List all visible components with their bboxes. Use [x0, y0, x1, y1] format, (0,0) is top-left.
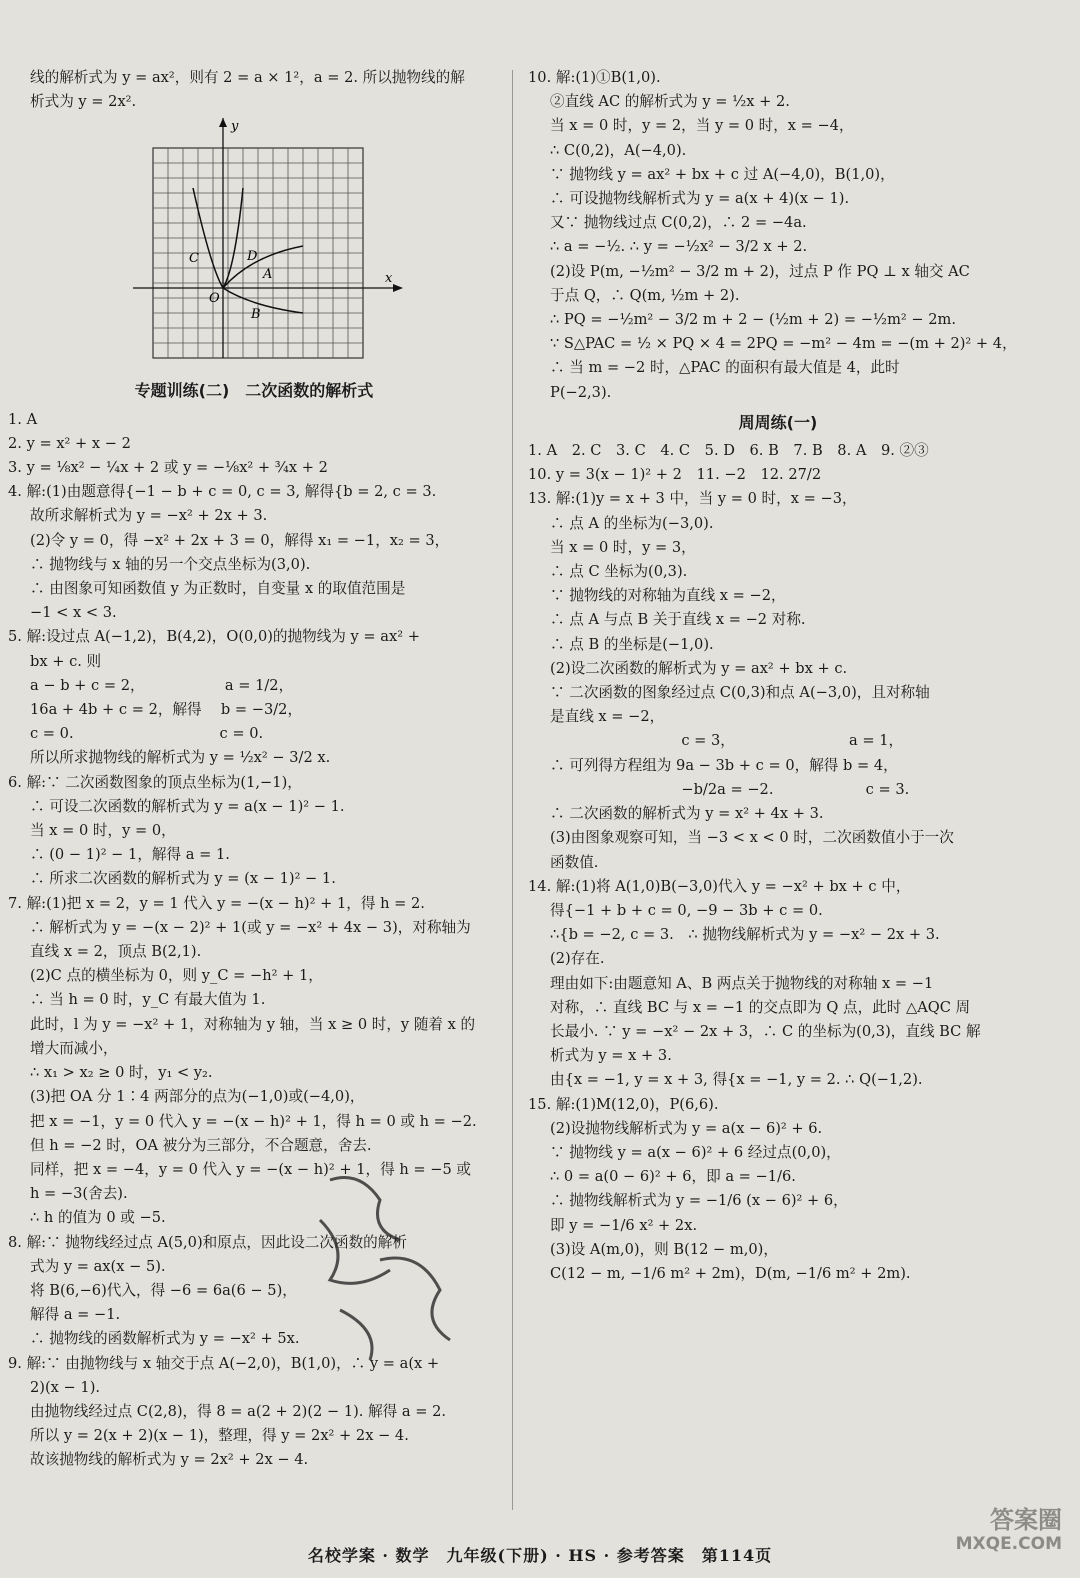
text-line: 长最小. ∵ y = −x² − 2x + 3，∴ C 的坐标为(0,3)，直线 BC 解 — [550, 1022, 981, 1040]
text-line: 式为 y = ax(x − 5). — [30, 1257, 166, 1275]
curve-d-label: D — [247, 249, 258, 265]
text-line: ∴ 可设抛物线解析式为 y = a(x + 4)(x − 1). — [550, 190, 850, 208]
text-line: c = 0. c = 0. — [30, 725, 264, 743]
text-line: (2)设二次函数的解析式为 y = ax² + bx + c. — [550, 659, 848, 677]
text-line: 但 h = −2 时，OA 被分为三部分，不合题意，舍去. — [30, 1136, 372, 1154]
text-line: ∴ x₁ > x₂ ≥ 0 时，y₁ < y₂. — [30, 1064, 213, 1082]
text-line: 10. y = 3(x − 1)² + 2 11. −2 12. 27/2 — [528, 466, 822, 484]
text-line: ∴ 由图象可知函数值 y 为正数时，自变量 x 的取值范围是 — [30, 580, 406, 598]
text-line: 函数值. — [550, 853, 599, 871]
watermark-text: 答案圈 — [990, 1506, 1062, 1534]
parabola-graph — [123, 118, 408, 373]
text-line: ∴ h 的值为 0 或 −5. — [30, 1209, 166, 1227]
text-line: ∴ 点 B 的坐标是(−1,0). — [550, 635, 714, 653]
text-line: (2)设 P(m, −½m² − 3/2 m + 2)，过点 P 作 PQ ⊥ x 轴交 AC — [550, 262, 970, 280]
text-line: (2)存在. — [550, 950, 605, 968]
text-line: ∵ 抛物线 y = a(x − 6)² + 6 经过点(0,0)， — [550, 1143, 841, 1161]
text-line: (2)C 点的横坐标为 0，则 y_C = −h² + 1， — [30, 967, 323, 985]
text-line: 是直线 x = −2， — [550, 708, 665, 726]
answer-list — [528, 439, 1028, 1286]
x-axis-label: x — [385, 271, 393, 287]
curve-a-label: A — [263, 267, 273, 283]
text-line: ∴ 当 h = 0 时，y_C 有最大值为 1. — [30, 991, 266, 1009]
section-title: 周周练(一) — [738, 412, 818, 432]
section-title: 专题训练(二) 二次函数的解析式 — [134, 381, 374, 401]
text-line: 故该抛物线的解析式为 y = 2x² + 2x − 4. — [30, 1451, 309, 1469]
text-line: 直线 x = 2，顶点 B(2,1). — [30, 943, 202, 961]
text-line: (2)令 y = 0，得 −x² + 2x + 3 = 0，解得 x₁ = −1，x₂ = 3， — [30, 531, 450, 549]
text-line: 3. y = ⅛x² − ¼x + 2 或 y = −⅛x² + ¾x + 2 — [8, 459, 328, 477]
text-line: ∴ 二次函数的解析式为 y = x² + 4x + 3. — [550, 805, 824, 823]
text-line: −1 < x < 3. — [30, 604, 117, 622]
text-line: 1. A — [8, 410, 38, 428]
text-line: ∴ 点 A 与点 B 关于直线 x = −2 对称. — [550, 611, 806, 629]
text-line: c = 3， a = 1， — [550, 732, 904, 750]
text-line: 把 x = −1，y = 0 代入 y = −(x − h)² + 1，得 h = 0 或 h = −2. — [30, 1112, 477, 1130]
text-line: ∴{b = −2, c = 3. ∴ 抛物线解析式为 y = −x² − 2x + 3. — [550, 926, 940, 944]
text-line: (2)设抛物线解析式为 y = a(x − 6)² + 6. — [550, 1119, 823, 1137]
text-line: 增大而减小， — [30, 1039, 118, 1057]
text-line: 析式为 y = 2x². — [30, 93, 137, 111]
text-line: ∵ 二次函数的图象经过点 C(0,3)和点 A(−3,0)，且对称轴 — [550, 684, 930, 702]
text-line: ∵ 抛物线的对称轴为直线 x = −2， — [550, 587, 786, 605]
text-line: 15. 解:(1)M(12,0)，P(6,6). — [528, 1095, 719, 1113]
text-line: ∴ 所求二次函数的解析式为 y = (x − 1)² − 1. — [30, 870, 336, 888]
graph-svg — [123, 118, 408, 373]
text-line: 所以 y = 2(x + 2)(x − 1)，整理，得 y = 2x² + 2x − 4. — [30, 1427, 409, 1445]
text-line: ∴ 0 = a(0 − 6)² + 6，即 a = −1/6. — [550, 1168, 796, 1186]
text-line: 理由如下:由题意知 A、B 两点关于抛物线的对称轴 x = −1 — [550, 974, 934, 992]
text-line: 16a + 4b + c = 2，解得 b = −3/2， — [30, 701, 303, 719]
curve-b-label: B — [251, 307, 261, 323]
text-line: a − b + c = 2， a = 1/2， — [30, 676, 294, 694]
text-line: 13. 解:(1)y = x + 3 中，当 y = 0 时，x = −3， — [528, 490, 857, 508]
watermark-url: MXQE.COM — [955, 1534, 1062, 1554]
text-line: 又∵ 抛物线过点 C(0,2)，∴ 2 = −4a. — [550, 214, 807, 232]
y-axis-label: y — [231, 119, 239, 135]
text-line: (3)由图象观察可知，当 −3 < x < 0 时，二次函数值小于一次 — [550, 829, 954, 847]
text-line: 由{x = −1, y = x + 3, 得{x = −1, y = 2. ∴ Q(−1,2). — [550, 1071, 923, 1089]
text-line: 解得 a = −1. — [30, 1306, 121, 1324]
text-line: 10. 解:(1)①B(1,0). — [528, 69, 661, 86]
right-column — [528, 66, 1028, 1286]
text-line: ∴ 点 C 坐标为(0,3). — [550, 563, 688, 581]
column-divider — [512, 70, 513, 1510]
text-line: 7. 解:(1)把 x = 2，y = 1 代入 y = −(x − h)² + 1，得 h = 2. — [8, 894, 425, 912]
handwritten-stamp — [300, 1160, 470, 1370]
text-line: 14. 解:(1)将 A(1,0)B(−3,0)代入 y = −x² + bx + c 中， — [528, 877, 911, 895]
text-line: 故所求解析式为 y = −x² + 2x + 3. — [30, 507, 268, 525]
text-line: 即 y = −1/6 x² + 2x. — [550, 1216, 698, 1234]
text-line: 当 x = 0 时，y = 3， — [550, 538, 696, 556]
text-line: 1. A 2. C 3. C 4. C 5. D 6. B 7. B 8. A 9. ②③ — [528, 442, 929, 460]
text-line: ∵ S△PAC = ½ × PQ × 4 = 2PQ = −m² − 4m = −(m + 2)² + 4， — [550, 335, 1017, 353]
text-line: 2. y = x² + x − 2 — [8, 434, 131, 452]
text-line: 所以所求抛物线的解析式为 y = ½x² − 3/2 x. — [30, 749, 331, 767]
text-line: 由抛物线经过点 C(2,8)，得 8 = a(2 + 2)(2 − 1). 解得 a = 2. — [30, 1402, 447, 1420]
text-line: ∴ 抛物线与 x 轴的另一个交点坐标为(3,0). — [30, 555, 311, 573]
answer-list — [528, 66, 1028, 405]
text-line: ∴ 当 m = −2 时，△PAC 的面积有最大值是 4，此时 — [550, 359, 900, 377]
text-line: 对称，∴ 直线 BC 与 x = −1 的交点即为 Q 点，此时 △AQC 周 — [550, 998, 971, 1016]
text-line: ∴ C(0,2)，A(−4,0). — [550, 141, 687, 159]
text-line: 析式为 y = x + 3. — [550, 1047, 672, 1065]
text-line: 8. 解:∵ 抛物线经过点 A(5,0)和原点，因此设二次函数的解析 — [8, 1233, 407, 1251]
text-line: 当 x = 0 时，y = 0， — [30, 822, 176, 840]
text-line: 6. 解:∵ 二次函数图象的顶点坐标为(1,−1)， — [8, 773, 302, 791]
text-line: C(12 − m, −1/6 m² + 2m)，D(m, −1/6 m² + 2m). — [550, 1264, 911, 1282]
text-line: 此时，l 为 y = −x² + 1，对称轴为 y 轴，当 x ≥ 0 时，y 随着 x 的 — [30, 1015, 476, 1033]
text-line: 将 B(6,−6)代入，得 −6 = 6a(6 − 5)， — [30, 1281, 297, 1299]
text-line: 于点 Q，∴ Q(m, ½m + 2). — [550, 286, 740, 304]
text-line: h = −3(舍去). — [30, 1185, 128, 1203]
text-line: ∴ 点 A 的坐标为(−3,0). — [550, 514, 714, 532]
text-line: 线的解析式为 y = ax²，则有 2 = a × 1²，a = 2. 所以抛物线的解 — [30, 69, 465, 86]
text-line: ∴ 可列得方程组为 9a − 3b + c = 0，解得 b = 4， — [550, 756, 898, 774]
text-line: 2)(x − 1). — [30, 1378, 101, 1396]
text-line: 4. 解:(1)由题意得{−1 − b + c = 0, c = 3, 解得{b = 2, c = 3. — [8, 483, 437, 501]
text-line: 5. 解:设过点 A(−1,2)，B(4,2)，O(0,0)的抛物线为 y = ax² + — [8, 628, 420, 646]
text-line: ∴ 解析式为 y = −(x − 2)² + 1(或 y = −x² + 4x − 3)，对称轴为 — [30, 918, 471, 936]
text-line: ∴ 可设二次函数的解析式为 y = a(x − 1)² − 1. — [30, 797, 345, 815]
text-line: ∴ PQ = −½m² − 3/2 m + 2 − (½m + 2) = −½m² − 2m. — [550, 311, 957, 329]
text-line: ∴ a = −½. ∴ y = −½x² − 3/2 x + 2. — [550, 238, 808, 256]
text-line: (3)设 A(m,0)，则 B(12 − m,0)， — [550, 1240, 778, 1258]
text-line: ∴ (0 − 1)² − 1，解得 a = 1. — [30, 846, 230, 864]
text-line: 当 x = 0 时，y = 2，当 y = 0 时，x = −4， — [550, 117, 854, 135]
text-line: ∵ 抛物线 y = ax² + bx + c 过 A(−4,0)，B(1,0)， — [550, 165, 895, 183]
curve-c-label: C — [189, 251, 199, 267]
origin-label: O — [209, 291, 220, 307]
text-line: ∴ 抛物线解析式为 y = −1/6 (x − 6)² + 6， — [550, 1192, 848, 1210]
text-line: 9. 解:∵ 由抛物线与 x 轴交于点 A(−2,0)，B(1,0)，∴ y = a(x + — [8, 1354, 440, 1372]
text-line: 同样，把 x = −4，y = 0 代入 y = −(x − h)² + 1，得 h = −5 或 — [30, 1160, 471, 1178]
text-line: P(−2,3). — [550, 383, 612, 401]
text-line: bx + c. 则 — [30, 652, 102, 670]
page-footer: 名校学案 · 数学 九年级(下册) · HS · 参考答案 第114页 — [307, 1546, 773, 1565]
text-line: (3)把 OA 分 1∶4 两部分的点为(−1,0)或(−4,0)， — [30, 1088, 365, 1106]
text-line: ∴ 抛物线的函数解析式为 y = −x² + 5x. — [30, 1330, 300, 1348]
text-line: 得{−1 + b + c = 0, −9 − 3b + c = 0. — [550, 901, 823, 919]
text-line: ②直线 AC 的解析式为 y = ½x + 2. — [550, 93, 790, 111]
text-line: −b/2a = −2. c = 3. — [550, 780, 910, 798]
